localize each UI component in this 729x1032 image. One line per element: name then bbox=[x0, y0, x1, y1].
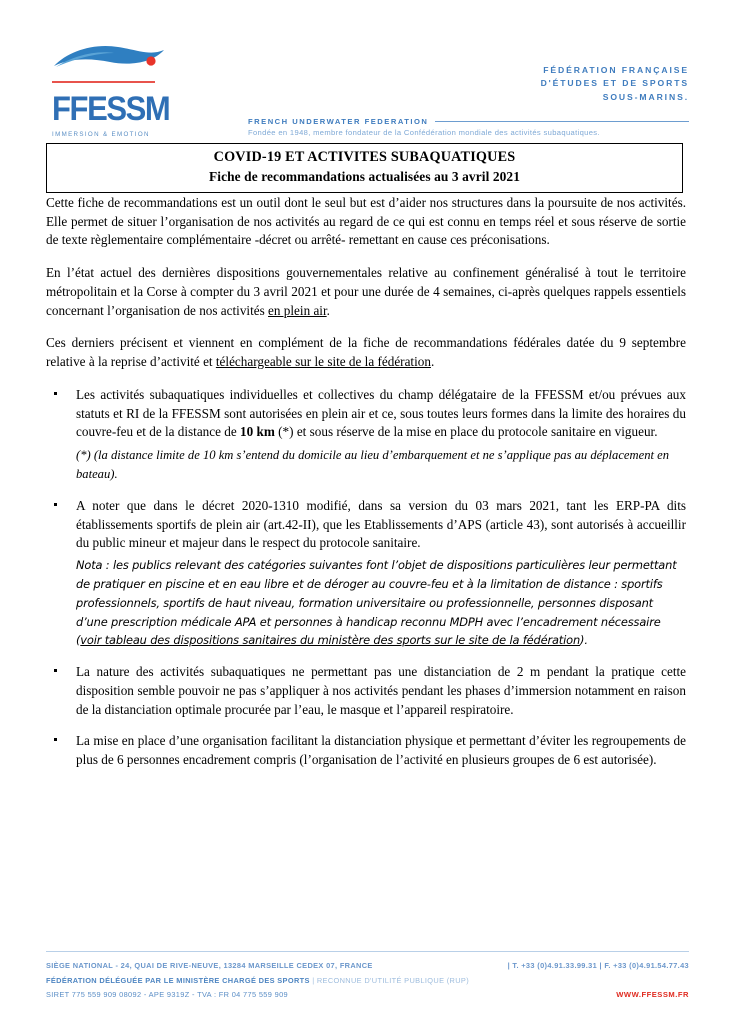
list-item bbox=[46, 497, 686, 650]
link-telechargeable-site-federation[interactable]: téléchargeable sur le site de la fédération bbox=[215, 354, 431, 370]
bullet-1-text bbox=[76, 386, 686, 442]
document-body bbox=[46, 194, 686, 783]
list-item bbox=[46, 732, 686, 769]
bullet-2-text: A noter que dans le décret 2020-1310 modifié, dans sa version du 03 mars 2021, tant les ERP-PA dits établissements sportifs de plein air (art.42-II), que les Etablissements d’APS (article 43), sont autorisés à accueillir du public mineur et majeur dans le respect du protocole sanitaire. bbox=[76, 497, 686, 551]
underwater-federation-line bbox=[248, 117, 689, 126]
document-title-box bbox=[46, 143, 683, 193]
paragraph-situation-text: En l’état actuel des dernières dispositions gouvernementales relative au confinement généralisé à tout le territoire métropolitain et la Corse à compter du 3 avril 2021 et pour une durée de 4 semaines, ci-après quelques rappels essentiels concernant l’organisation de nos activités bbox=[46, 265, 686, 318]
header-hairline bbox=[435, 121, 689, 122]
logo-divider bbox=[52, 81, 155, 83]
federation-title-line-2: D'ÉTUDES ET DE SPORTS bbox=[540, 78, 689, 89]
footer-delegation-row bbox=[46, 974, 689, 988]
footer-delegation bbox=[46, 974, 469, 988]
logo-tagline: IMMERSION & EMOTION bbox=[52, 130, 150, 138]
founded-line: Fondée en 1948, membre fondateur de la Confédération mondiale des activités subaquatiques. bbox=[248, 128, 600, 137]
bullet-4-text: La mise en place d’une organisation facilitant la distanciation physique et permettant d’éviter les regroupements de plus de 6 personnes encadrement compris (l’organisation de l’activité en plusieurs groupes de 6 est autorisée). bbox=[76, 733, 686, 768]
footer-website[interactable]: WWW.FFESSM.FR bbox=[616, 989, 689, 999]
bullet-1-footnote: (*) (la distance limite de 10 km s’entend du domicile au lieu d’embarquement et ne s’applique pas au déplacement en bateau). bbox=[76, 448, 670, 481]
footer-siret: SIRET 775 559 909 08092 - APE 9319Z - TVA : FR 04 775 559 909 bbox=[46, 989, 288, 999]
page-title: COVID-19 ET ACTIVITES SUBAQUATIQUES bbox=[213, 149, 516, 165]
paragraph-intro: Cette fiche de recommandations est un outil dont le seul but est d’aider nos structures dans la poursuite de nos activités. Elle permet de situer l’organisation de nos activités au regard de ce qui est connu en temps réel et sous réserve de sortie de texte règlementaire complémentaire -décret ou arrêté- remettant en cause ces préconisations. bbox=[46, 195, 686, 248]
footer-delegation-light: | RECONNUE D'UTILITÉ PUBLIQUE (RUP) bbox=[312, 975, 470, 985]
footer-address: SIÈGE NATIONAL - 24, QUAI DE RIVE-NEUVE, 13284 MARSEILLE CEDEX 07, FRANCE bbox=[46, 961, 373, 971]
federation-title-line-1: FÉDÉRATION FRANÇAISE bbox=[543, 65, 689, 75]
bullet-1-part-1: Les activités subaquatiques individuelles et collectives du champ délégataire de la FFESSM et/ou prévues aux statuts et RI de la FFESSM sont autorisées en plein air et ce, sous toutes leurs formes dans la limite des horaires du couvre-feu et de la distance de bbox=[76, 386, 686, 440]
page-subtitle: Fiche de recommandations actualisées au 3 avril 2021 bbox=[208, 168, 521, 184]
footer-address-row bbox=[46, 959, 689, 973]
list-item bbox=[46, 663, 686, 719]
paragraph-situation bbox=[46, 264, 686, 320]
bullet-icon bbox=[54, 738, 57, 741]
document-header bbox=[0, 0, 729, 140]
bullet-2-nota-part-2: ). bbox=[580, 633, 588, 648]
wave-icon bbox=[52, 44, 172, 76]
paragraph-complement bbox=[46, 334, 686, 371]
logo-wordmark: FFESSM bbox=[52, 88, 170, 128]
bullet-icon bbox=[54, 669, 57, 672]
federation-title-line-3: SOUS-MARINS. bbox=[602, 91, 689, 102]
bullet-2-nota bbox=[76, 556, 686, 650]
underwater-federation-label: FRENCH UNDERWATER FEDERATION bbox=[248, 117, 429, 126]
link-tableau-dispositions-sanitaires[interactable]: voir tableau des dispositions sanitaires du ministère des sports sur le site de la fédération bbox=[80, 633, 581, 648]
bullet-1-part-2: (*) et sous réserve de la mise en place du protocole sanitaire en vigueur. bbox=[274, 424, 658, 440]
footer-delegation-bold: FÉDÉRATION DÉLÉGUÉE PAR LE MINISTÈRE CHARGÉ DES SPORTS bbox=[46, 975, 310, 985]
recommendations-list bbox=[46, 386, 686, 770]
paragraph-complement-tail: . bbox=[430, 354, 435, 370]
emphasis-en-plein-air: en plein air bbox=[268, 302, 327, 318]
bullet-icon bbox=[54, 503, 57, 506]
list-item bbox=[46, 386, 686, 484]
paragraph-complement-text: Ces derniers précisent et viennent en complément de la fiche de recommandations fédérales datée du 9 septembre relative à la reprise d’activité et bbox=[46, 335, 686, 370]
footer-siret-row bbox=[46, 988, 689, 1002]
paragraph-situation-tail: . bbox=[326, 302, 330, 318]
document-footer bbox=[46, 951, 689, 1002]
federation-title bbox=[541, 64, 689, 104]
footer-contact: | T. +33 (0)4.91.33.99.31 | F. +33 (0)4.91.54.77.43 bbox=[507, 961, 689, 971]
footer-divider bbox=[46, 951, 689, 952]
bullet-3-text: La nature des activités subaquatiques ne permettant pas une distanciation de 2 m pendant la pratique cette disposition semble pouvoir ne pas s’appliquer à nos activités pendant les phases d’immersion notamment en raison de la distanciation optimale procurée par l’eau, le masque et l’appareil respiratoire. bbox=[76, 664, 686, 717]
ffessm-logo bbox=[52, 44, 187, 138]
bullet-2-nota-part-1: Nota : les publics relevant des catégories suivantes font l’objet de dispositions particulières leur permettant de pratiquer en piscine et en eau libre et de déroger au couvre-feu et à la limitation de distance : sportifs professionnels, sportifs de haut niveau, formation universitaire ou professionnelle, personnes disposant d’une prescription médicale APA et personnes à handicap reconnu MDPH avec l’encadrement nécessaire ( bbox=[76, 558, 677, 648]
bullet-1-distance-value: 10 km bbox=[240, 424, 275, 440]
bullet-icon bbox=[54, 392, 57, 395]
